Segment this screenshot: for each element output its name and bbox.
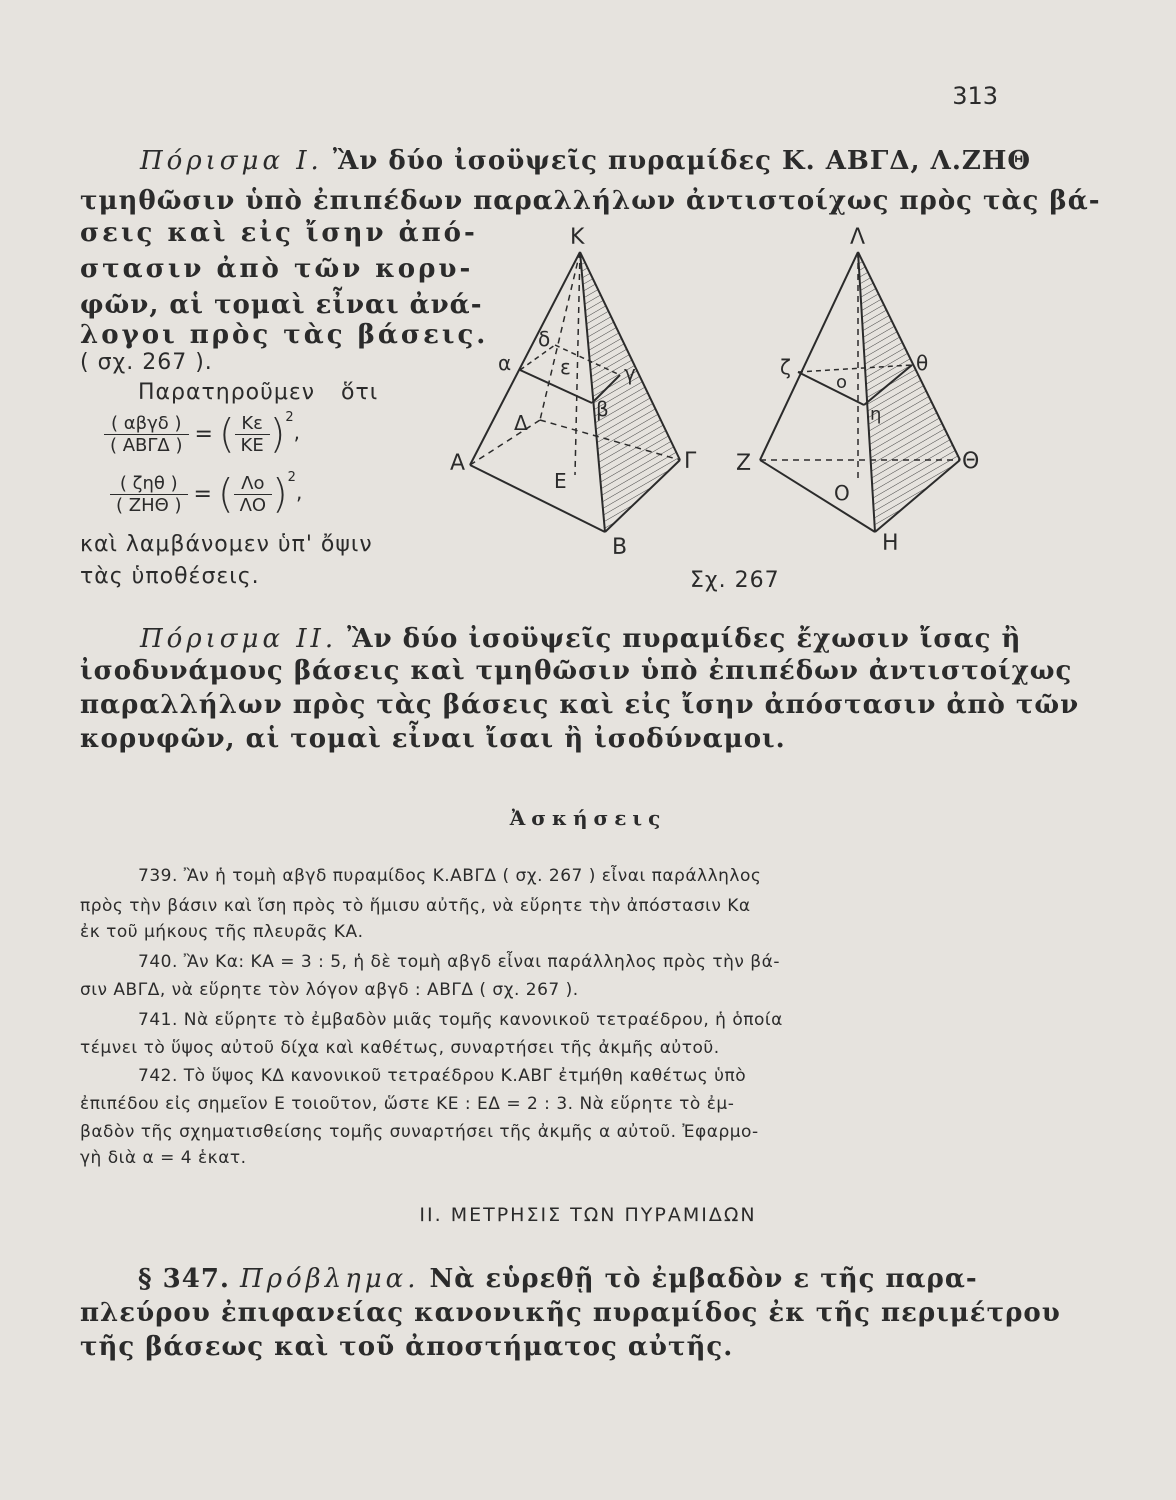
exponent-1: 2 xyxy=(285,410,294,425)
figure-267 xyxy=(430,220,1030,600)
exercises-heading: Ἀσκήσεις xyxy=(509,806,667,830)
porisma1-line2: τμηθῶσιν ὑπὸ ἐπιπέδων παραλλήλων ἀντιστοίχως πρὸς τὰς βά- xyxy=(80,186,1101,216)
fraction-zhth xyxy=(110,473,188,516)
porisma1-line3: σεις καὶ εἰς ἴσην ἀπό- xyxy=(80,218,478,248)
label-zeta: ζ xyxy=(780,355,791,379)
porisma1-line1 xyxy=(140,146,1031,176)
label-omicron: ο xyxy=(836,372,848,393)
fraction-ke-denominator: ΚΕ xyxy=(240,435,264,456)
fraction-ke-numerator: Κε xyxy=(235,413,270,435)
pyramid-right xyxy=(760,252,960,532)
label-Lambda: Λ xyxy=(850,225,866,250)
exercise-742-line3: βαδὸν τῆς σχηματισθείσης τομῆς συναρτήσει τῆς ἀκμῆς α αὐτοῦ. Ἐφαρμο- xyxy=(80,1122,759,1142)
label-B: Β xyxy=(612,535,628,560)
porisma1-line5: φῶν, αἱ τομαὶ εἶναι ἀνά- xyxy=(80,290,483,320)
fraction-lo-denominator: ΛΟ xyxy=(239,495,267,516)
fraction-abgd-denominator: ( ΑΒΓΔ ) xyxy=(110,435,183,456)
fraction-zhth-denominator: ( ΖΗΘ ) xyxy=(116,495,182,516)
formula-1: $\frac{\text{( αβγδ )}}{\text{( ΑΒΓΔ )}}$ = ( $\frac{K\varepsilon}{KE}$ )$^2$, xyxy=(104,410,300,458)
formula-2: $\frac{\text{( ζηθ )}}{\text{( ΖΗΘ )}}$ = ( $\frac{\Lambda o}{\Lambda O}$ )$^2$, xyxy=(110,470,302,518)
porisma1-text1: Ἂν δύο ἰσοϋψεῖς πυραμίδες Κ. ΑΒΓΔ, Λ.ΖΗΘ xyxy=(332,146,1032,176)
exercise-742-line4: γὴ διὰ α = 4 ἑκατ. xyxy=(80,1148,247,1168)
problem-number: § 347. xyxy=(138,1264,230,1294)
exercise-741-line1: 741. Νὰ εὕρητε τὸ ἐμβαδὸν μιᾶς τομῆς κανονικοῦ τετραέδρου, ἡ ὁποία xyxy=(138,1010,783,1030)
fraction-abgd xyxy=(104,413,189,456)
label-gamma: γ xyxy=(624,361,636,385)
problem-line1 xyxy=(138,1264,978,1294)
fraction-ke xyxy=(235,413,270,456)
fraction-lo-numerator: Λο xyxy=(234,473,272,495)
label-Z: Ζ xyxy=(736,451,752,476)
porisma1-ref: ( σχ. 267 ). xyxy=(80,350,213,375)
label-Delta: Δ xyxy=(514,411,528,435)
problem-line3: τῆς βάσεως καὶ τοῦ ἀποστήματος αὐτῆς. xyxy=(80,1332,734,1362)
porisma2-label: Πόρισμα ΙΙ. xyxy=(140,624,338,654)
label-O: Ο xyxy=(834,481,850,505)
label-Gamma: Γ xyxy=(684,449,697,474)
section-title: ΙΙ. ΜΕΤΡΗΣΙΣ ΤΩΝ ΠΥΡΑΜΙΔΩΝ xyxy=(419,1204,757,1226)
label-A: Α xyxy=(450,451,466,476)
label-H: Η xyxy=(882,531,899,556)
porisma2-line3: παραλλήλων πρὸς τὰς βάσεις καὶ εἰς ἴσην ἀπόστασιν ἀπὸ τῶν xyxy=(80,690,1080,720)
porisma2-line2: ἰσοδυνάμους βάσεις καὶ τμηθῶσιν ὑπὸ ἐπιπέδων ἀντιστοίχως xyxy=(80,656,1073,686)
fraction-lo xyxy=(234,473,272,516)
exercise-739-line3: ἐκ τοῦ μήκους τῆς πλευρᾶς ΚΑ. xyxy=(80,922,364,942)
label-K: Κ xyxy=(570,225,585,250)
label-beta: β xyxy=(596,397,609,421)
exercise-740-line2: σιν ΑΒΓΔ, νὰ εὕρητε τὸν λόγον αβγδ : ΑΒΓΔ ( σχ. 267 ). xyxy=(80,980,579,1000)
exponent-2: 2 xyxy=(287,470,296,485)
label-E: Ε xyxy=(554,469,567,493)
exercise-739-line1: 739. Ἂν ἡ τομὴ αβγδ πυραμίδος Κ.ΑΒΓΔ ( σχ. 267 ) εἶναι παράλληλος xyxy=(138,866,762,886)
exercise-739-line2: πρὸς τὴν βάσιν καὶ ἴση πρὸς τὸ ἥμισυ αὐτῆς, νὰ εὕρητε τὴν ἀπόστασιν Κα xyxy=(80,896,751,916)
fraction-zhth-numerator: ( ζηθ ) xyxy=(110,473,188,495)
label-delta: δ xyxy=(538,327,551,351)
porisma1-line4: στασιν ἀπὸ τῶν κορυ- xyxy=(80,254,474,284)
page-number: 313 xyxy=(952,82,998,110)
pyramid-left xyxy=(470,252,680,532)
porisma1-label: Πόρισμα Ι. xyxy=(140,146,323,176)
porisma2-line4: κορυφῶν, αἱ τομαὶ εἶναι ἴσαι ἢ ἰσοδύναμοι. xyxy=(80,724,786,754)
exercise-742-line1: 742. Τὸ ὕψος ΚΔ κανονικοῦ τετραέδρου Κ.ΑΒΓ ἐτμήθη καθέτως ὑπὸ xyxy=(138,1066,747,1086)
label-alpha: α xyxy=(498,351,512,375)
problem-text1: Νὰ εὑρεθῇ τὸ ἐμβαδὸν ε τῆς παρα- xyxy=(429,1264,978,1294)
porisma2-line1 xyxy=(140,624,1021,654)
label-epsilon: ε xyxy=(560,355,571,379)
problem-label: Πρόβλημα. xyxy=(240,1264,420,1294)
fraction-abgd-numerator: ( αβγδ ) xyxy=(104,413,189,435)
label-Theta: Θ xyxy=(962,449,980,474)
porisma2-text1: Ἂν δύο ἰσοϋψεῖς πυραμίδες ἔχωσιν ἴσας ἢ xyxy=(347,624,1022,654)
problem-line2: πλεύρου ἐπιφανείας κανονικῆς πυραμίδος ἐκ τῆς περιμέτρου xyxy=(80,1298,1061,1328)
label-theta: θ xyxy=(916,351,929,375)
porisma1-observe: Παρατηροῦμεν ὅτι xyxy=(138,380,379,405)
porisma1-tail1: καὶ λαμβάνομεν ὑπ' ὄψιν xyxy=(80,532,373,557)
porisma1-tail2: τὰς ὑποθέσεις. xyxy=(80,564,260,589)
exercise-740-line1: 740. Ἂν Κα: ΚΑ = 3 : 5, ἡ δὲ τομὴ αβγδ εἶναι παράλληλος πρὸς τὴν βά- xyxy=(138,952,780,972)
exercise-741-line2: τέμνει τὸ ὕψος αὐτοῦ δίχα καὶ καθέτως, συναρτήσει τῆς ἀκμῆς αὐτοῦ. xyxy=(80,1038,720,1058)
porisma1-line6: λογοι πρὸς τὰς βάσεις. xyxy=(80,320,489,350)
figure-caption: Σχ. 267 xyxy=(690,568,780,593)
label-eta: η xyxy=(870,404,882,425)
exercise-742-line2: ἐπιπέδου εἰς σημεῖον Ε τοιοῦτον, ὥστε ΚΕ : ΕΔ = 2 : 3. Νὰ εὕρητε τὸ ἐμ- xyxy=(80,1094,735,1114)
